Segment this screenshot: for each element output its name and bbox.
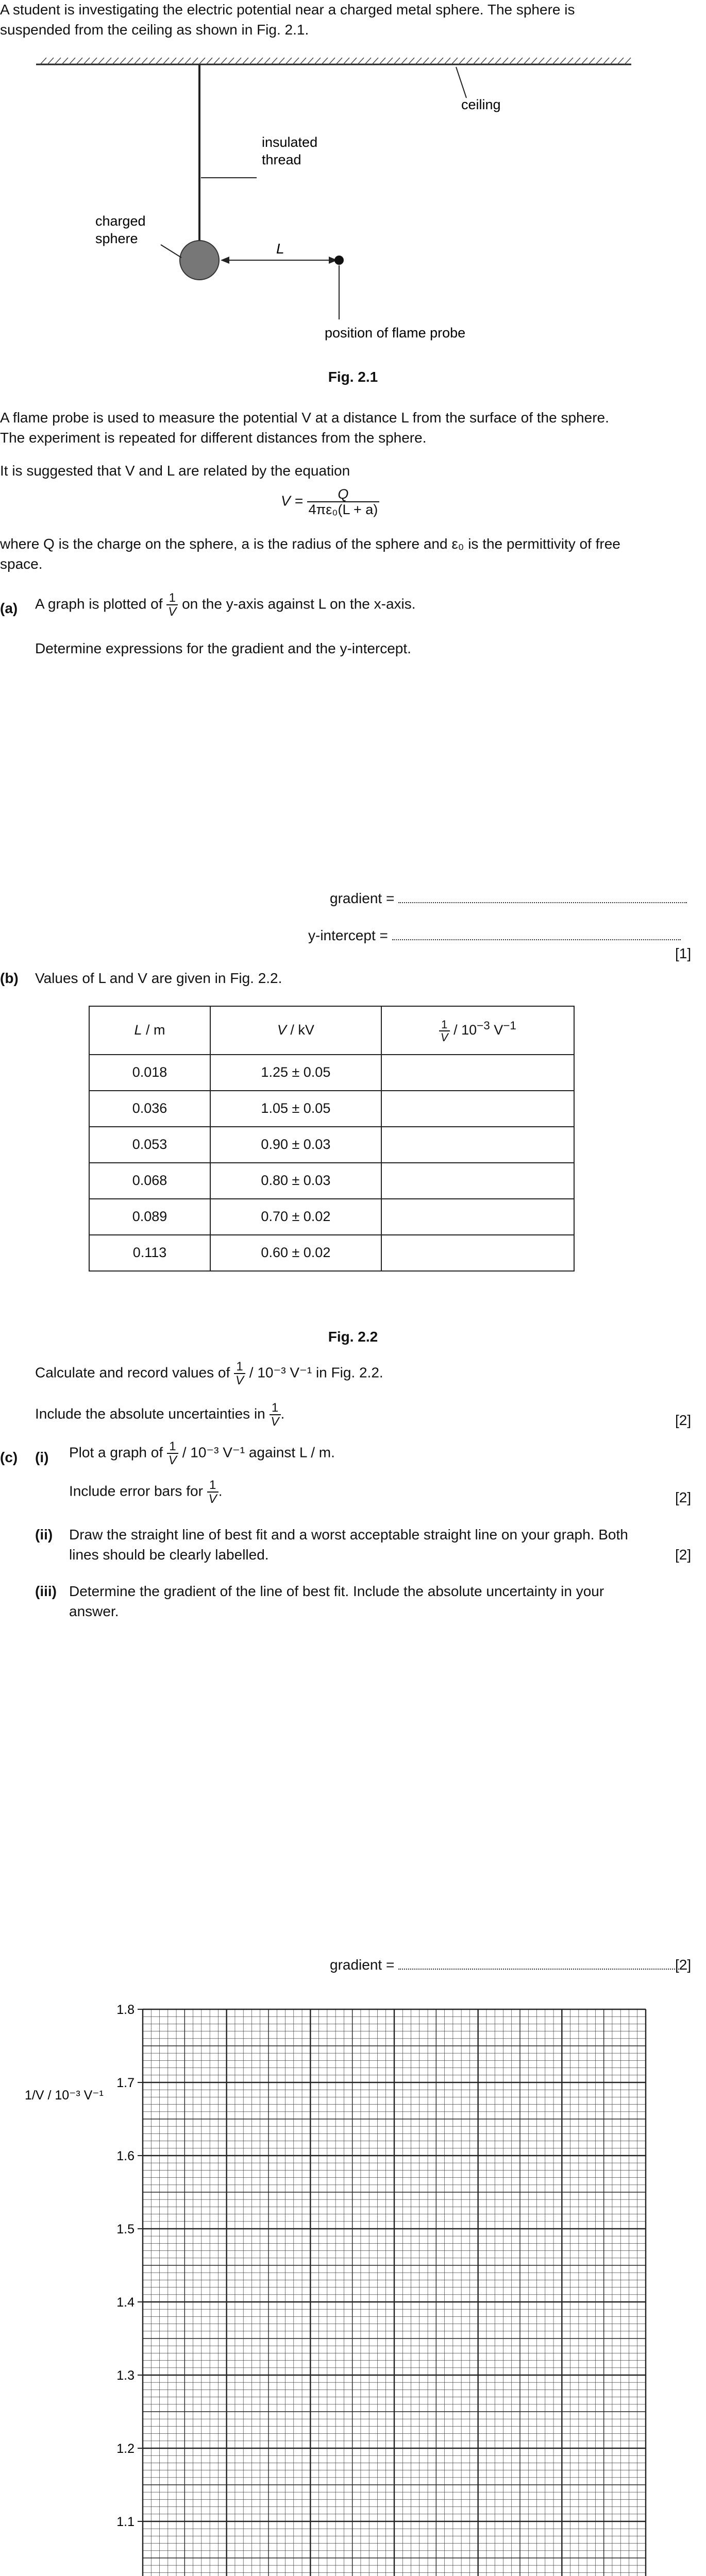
hatch-mark — [480, 58, 486, 64]
hatch-mark — [40, 58, 46, 64]
table-header-row — [89, 1006, 574, 1055]
answer-cell[interactable] — [381, 1163, 574, 1199]
hatch-mark — [213, 58, 220, 64]
part-a-gradient-answer[interactable]: gradient = — [330, 889, 687, 909]
table-cell: 0.113 — [89, 1235, 210, 1271]
hatch-mark — [271, 58, 277, 64]
hatch-mark — [610, 58, 616, 64]
part-c-iii-text: Determine the gradient of the line of best fit. Include the absolute uncertainty in your answer. — [69, 1583, 604, 1619]
hatch-mark — [293, 58, 299, 64]
part-c-gradient-answer[interactable]: gradient = — [330, 1955, 687, 1975]
table-cell: 0.036 — [89, 1091, 210, 1127]
hatch-mark — [451, 58, 458, 64]
table-row — [89, 1163, 574, 1199]
hatch-mark — [567, 58, 573, 64]
y-axis-label: 1/V / 10⁻³ V⁻¹ — [25, 2088, 104, 2103]
hatch-mark — [62, 58, 68, 64]
equation: V = $\frac{Q}{\text{4πε₀(L + a)}}$ — [281, 487, 379, 517]
hatch-mark — [545, 58, 551, 64]
hatch-mark — [343, 58, 349, 64]
suggest-text: It is suggested that V and L are related by the equation — [0, 463, 350, 479]
table-cell: 0.053 — [89, 1127, 210, 1163]
hatch-mark — [105, 58, 111, 64]
answer-cell[interactable] — [381, 1127, 574, 1163]
hatch-mark — [423, 58, 429, 64]
hatch-mark — [509, 58, 515, 64]
hatch-mark — [163, 58, 169, 64]
hatch-mark — [603, 58, 609, 64]
ceiling-label: ceiling — [461, 97, 501, 112]
part-a-text: A graph is plotted of $\frac{1}{V}$ on the y-axis against L on the x-axis. — [35, 591, 416, 619]
answer-cell[interactable] — [381, 1055, 574, 1091]
table-cell: 0.80 ± 0.03 — [210, 1163, 381, 1199]
hatch-mark — [98, 58, 104, 64]
part-a-determine: Determine expressions for the gradient and the y-intercept. — [35, 640, 411, 656]
part-a-intercept-answer[interactable]: y-intercept = — [308, 926, 681, 946]
hatch-mark — [329, 58, 335, 64]
hatch-mark — [581, 58, 587, 64]
part-c-label: (c) — [0, 1449, 18, 1465]
hatch-mark — [314, 58, 321, 64]
hatch-mark — [430, 58, 436, 64]
hatch-mark — [47, 58, 54, 64]
gradient-answer-line[interactable] — [398, 902, 687, 903]
hatch-mark — [257, 58, 263, 64]
where-text: where Q is the charge on the sphere, a is the radius of the sphere and ε₀ is the permittivity of free space. — [0, 536, 620, 572]
part-c-ii-marks: [2] — [675, 1547, 692, 1563]
part-c-i-label: (i) — [35, 1449, 49, 1465]
hatch-mark — [336, 58, 342, 64]
hatch-mark — [552, 58, 559, 64]
hatch-mark — [386, 58, 393, 64]
table-cell: 0.90 ± 0.03 — [210, 1127, 381, 1163]
y-tick-label: 1.8 — [116, 2003, 135, 2017]
y-tick-label: 1.3 — [116, 2368, 135, 2383]
hatch-mark — [322, 58, 328, 64]
intercept-answer-line[interactable] — [392, 939, 681, 940]
hatch-mark — [307, 58, 313, 64]
hatch-mark — [516, 58, 523, 64]
table-cell: 0.70 ± 0.02 — [210, 1199, 381, 1235]
hatch-mark — [415, 58, 422, 64]
table-cell: 0.60 ± 0.02 — [210, 1235, 381, 1271]
hatch-mark — [156, 58, 162, 64]
table-row — [89, 1199, 574, 1235]
hatch-mark — [350, 58, 357, 64]
hatch-mark — [199, 58, 205, 64]
hatch-mark — [625, 58, 631, 64]
graph-grid — [143, 2009, 646, 2576]
hatch-mark — [444, 58, 450, 64]
hatch-mark — [192, 58, 198, 64]
hatch-mark — [300, 58, 306, 64]
hatch-mark — [285, 58, 292, 64]
hatch-mark — [278, 58, 284, 64]
y-tick-label: 1.2 — [116, 2442, 135, 2456]
sphere-circle — [180, 241, 219, 280]
hatch-mark — [83, 58, 90, 64]
hatch-mark — [134, 58, 140, 64]
hatch-mark — [531, 58, 537, 64]
answer-cell[interactable] — [381, 1235, 574, 1271]
hatch-mark — [358, 58, 364, 64]
part-c-i-marks: [2] — [675, 1489, 692, 1505]
part-c-i-text: Plot a graph of $\frac{1}{V}$ / 10⁻³ V⁻¹ against L / m. — [69, 1439, 335, 1468]
hatch-mark — [394, 58, 400, 64]
hatch-mark — [459, 58, 465, 64]
part-c-ii-label: (ii) — [35, 1527, 53, 1543]
hatch-mark — [76, 58, 82, 64]
table-cell: 0.089 — [89, 1199, 210, 1235]
fig21-caption: Fig. 2.1 — [328, 369, 378, 385]
part-a-label: (a) — [0, 600, 18, 616]
L-label: L — [276, 241, 284, 257]
answer-cell[interactable] — [381, 1199, 574, 1235]
table-row — [89, 1235, 574, 1271]
c-gradient-answer-line[interactable] — [398, 1968, 687, 1970]
part-b-calc: Calculate and record values of $\frac{1}{V}$ / 10⁻³ V⁻¹ in Fig. 2.2. — [35, 1360, 383, 1388]
thread-label: insulated thread — [262, 134, 318, 167]
hatch-mark — [249, 58, 256, 64]
hatch-mark — [495, 58, 501, 64]
y-tick-label: 1.5 — [116, 2222, 135, 2236]
hatch-mark — [437, 58, 443, 64]
hatch-mark — [242, 58, 248, 64]
hatch-mark — [617, 58, 624, 64]
hatch-mark — [488, 58, 494, 64]
hatch-mark — [235, 58, 241, 64]
hatch-mark — [589, 58, 595, 64]
probe-description: A flame probe is used to measure the potential V at a distance L from the surface of the sphere. The experiment is repeated for different distances from the sphere. — [0, 410, 609, 446]
hatch-mark — [148, 58, 155, 64]
fig21-diagram — [0, 52, 706, 361]
hatch-mark — [141, 58, 147, 64]
part-b-text: Values of L and V are given in Fig. 2.2. — [35, 970, 282, 986]
intro-text: A student is investigating the electric potential near a charged metal sphere. The sphere is suspended from the ceiling as shown in Fig. 2.1. — [0, 2, 575, 38]
y-tick-labels — [116, 2003, 143, 2576]
part-b-label: (b) — [0, 970, 19, 986]
values-table — [89, 1006, 575, 1272]
hatch-mark — [177, 58, 183, 64]
part-c-i-err: Include error bars for $\frac{1}{V}$ . — [69, 1478, 223, 1506]
table-row — [89, 1055, 574, 1091]
part-c-gradient-marks: [2] — [675, 1957, 692, 1973]
hatch-mark — [112, 58, 119, 64]
table-cell: 1.25 ± 0.05 — [210, 1055, 381, 1091]
hatch-mark — [55, 58, 61, 64]
y-tick-label: 1.7 — [116, 2076, 135, 2090]
part-b-marks: [2] — [675, 1412, 692, 1428]
hatch-mark — [91, 58, 97, 64]
fig22-caption: Fig. 2.2 — [328, 1329, 378, 1345]
hatch-mark — [502, 58, 508, 64]
probe-dot — [334, 256, 344, 265]
hatch-mark — [127, 58, 133, 64]
y-tick-label: 1.1 — [116, 2515, 135, 2529]
hatch-mark — [524, 58, 530, 64]
hatch-mark — [466, 58, 472, 64]
hatch-mark — [170, 58, 176, 64]
hatch-mark — [538, 58, 544, 64]
y-tick-label: 1.6 — [116, 2149, 135, 2163]
hatch-mark — [473, 58, 479, 64]
part-a-marks: [1] — [675, 945, 692, 961]
header-inv-V: $\frac{1}{V}$ / $10^{-3}$ $V^{-1}$ — [381, 1006, 574, 1055]
hatch-mark — [184, 58, 191, 64]
table-row — [89, 1127, 574, 1163]
table-cell: 1.05 ± 0.05 — [210, 1091, 381, 1127]
answer-cell[interactable] — [381, 1091, 574, 1127]
hatch-mark — [401, 58, 407, 64]
hatch-mark — [596, 58, 602, 64]
header-L: L / m — [89, 1006, 210, 1055]
part-c-ii-text: Draw the straight line of best fit and a worst acceptable straight line on your graph. Both lines should be clearly labelled. — [69, 1527, 628, 1563]
hatch-mark — [228, 58, 234, 64]
hatch-mark — [372, 58, 378, 64]
hatch-mark — [574, 58, 580, 64]
graph-svg — [0, 1984, 706, 2576]
probe-label: position of flame probe — [325, 325, 466, 341]
ceiling-hatch — [40, 58, 631, 64]
table-cell: 0.068 — [89, 1163, 210, 1199]
table-row — [89, 1091, 574, 1127]
sphere-label: charged sphere — [95, 213, 146, 246]
header-V: V / kV — [210, 1006, 381, 1055]
hatch-mark — [365, 58, 371, 64]
hatch-mark — [560, 58, 566, 64]
y-tick-label: 1.4 — [116, 2295, 135, 2310]
hatch-mark — [264, 58, 270, 64]
hatch-mark — [221, 58, 227, 64]
hatch-mark — [206, 58, 212, 64]
hatch-mark — [408, 58, 414, 64]
table-cell: 0.018 — [89, 1055, 210, 1091]
part-b-include: Include the absolute uncertainties in $\frac{1}{V}$ . — [35, 1401, 285, 1429]
part-c-iii-label: (iii) — [35, 1583, 57, 1599]
hatch-mark — [379, 58, 385, 64]
hatch-mark — [120, 58, 126, 64]
hatch-mark — [69, 58, 75, 64]
